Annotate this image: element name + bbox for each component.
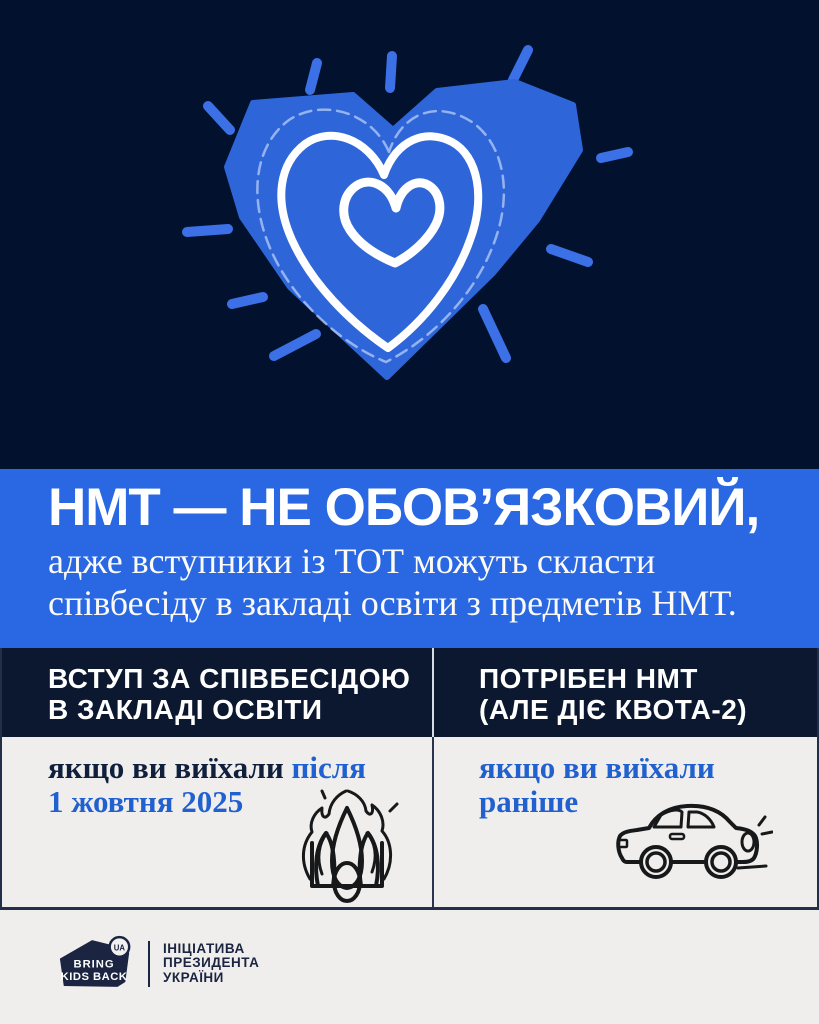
logo-divider	[148, 941, 150, 987]
banner	[0, 469, 819, 648]
car-icon	[608, 798, 773, 890]
trident-on-fire-icon	[291, 786, 403, 906]
footer	[0, 910, 819, 1024]
column-divider-bottom	[432, 737, 434, 907]
subtitle-line-2: співбесіду в закладі освіти з предметів НМТ.	[48, 583, 737, 623]
column-divider-top	[432, 648, 434, 737]
top-section	[0, 0, 819, 469]
bring-kids-back-logo	[55, 935, 259, 992]
bring-kids-back-badge-icon	[55, 935, 137, 992]
org-text-line: ІНІЦІАТИВА	[163, 940, 245, 956]
column-nmt-header	[433, 648, 817, 737]
comparison-table	[0, 648, 819, 910]
cell-text	[48, 751, 433, 785]
badge-text-line2: KIDS BACK	[60, 971, 128, 984]
badge-text-line1: BRING	[73, 958, 115, 971]
org-text	[163, 942, 259, 986]
cell-text: якщо ви виїхали	[479, 750, 715, 785]
heart-illustration	[0, 0, 819, 469]
subtitle-line-1: адже вступники із ТОТ можуть скласти	[48, 541, 656, 581]
cell-text-navy: якщо ви виїхали	[48, 750, 292, 785]
cell-text: раніше	[479, 784, 579, 819]
badge-text-ua: UA	[113, 943, 126, 953]
header-line: ВСТУП ЗА СПІВБЕСІДОЮ	[48, 663, 411, 694]
headline: НМТ — НЕ ОБОВ’ЯЗКОВИЙ,	[48, 478, 760, 537]
header-line: В ЗАКЛАДІ ОСВІТИ	[48, 694, 323, 725]
org-text-line: ПРЕЗИДЕНТА	[163, 955, 260, 971]
header-line: (АЛЕ ДІЄ КВОТА-2)	[479, 694, 748, 725]
subtitle	[48, 540, 799, 624]
org-text-line: УКРАЇНИ	[163, 969, 224, 985]
cell-text-date: 1 жовтня 2025	[48, 784, 244, 819]
column-interview-header	[2, 648, 433, 737]
cell-text-blue: після	[291, 750, 366, 785]
header-line: ПОТРІБЕН НМТ	[479, 663, 698, 694]
